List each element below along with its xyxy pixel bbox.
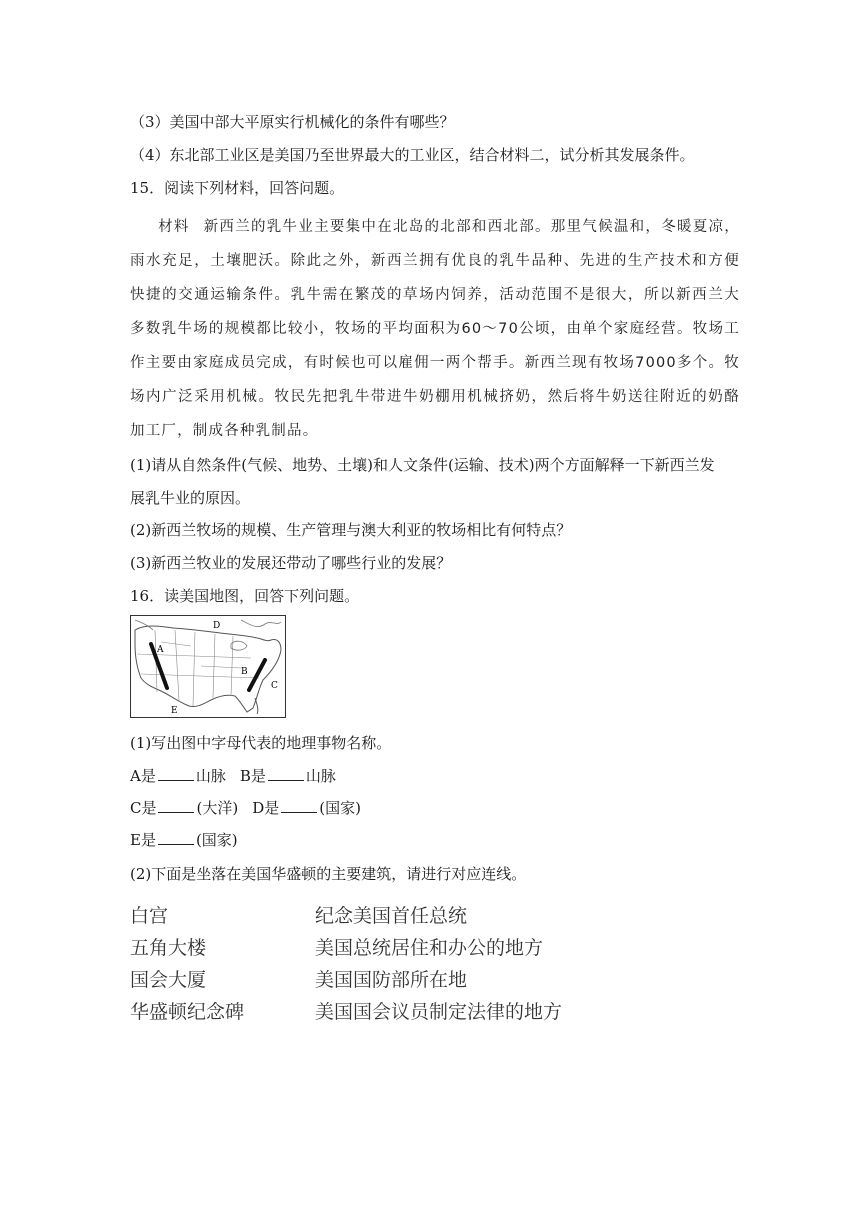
- map-label-b: B: [241, 667, 248, 677]
- q16-sub2-question: (2)下面是坐落在美国华盛顿的主要建筑，请进行对应连线。: [130, 865, 527, 883]
- building-description: 美国总统居住和办公的地方: [315, 937, 544, 959]
- usa-map-figure: [130, 615, 286, 718]
- building-matching-table: [130, 900, 600, 1028]
- fill-e-suffix: (国家): [195, 831, 238, 849]
- q15-heading: 15．阅读下列材料，回答问题。: [130, 179, 345, 197]
- material-text: 新西兰的乳牛业主要集中在北岛的北部和西北部。那里气候温和，冬暖夏凉，雨水充足，土壤肥沃。除此之外，新西兰拥有优良的乳牛品种、先进的生产技术和方便快捷的交通运输条件。乳牛需在繁茂的草场内饲养，活动范围不是很大，所以新西兰大多数乳牛场的规模都比较小，牧场的平均面积为60～70公顷，由单个家庭经营。牧场工作主要由家庭成员完成，有时候也可以雇佣一两个帮手。新西兰现有牧场7000多个。牧场内广泛采用机械。牧民先把乳牛带进牛奶棚用机械挤奶，然后将牛奶送往附近的奶酪加工厂，制成各种乳制品。: [130, 219, 741, 439]
- fill-a-blank[interactable]: [158, 766, 194, 781]
- q15-sub1-line1: (1)请从自然条件(气候、地势、土壤)和人文条件(运输、技术)两个方面解释一下新西兰发: [130, 456, 715, 474]
- fill-a-prefix: A是: [130, 767, 156, 785]
- fill-d-blank[interactable]: [281, 798, 317, 813]
- building-description: 美国国会议员制定法律的地方: [315, 1001, 563, 1023]
- great-lakes-shape: [231, 641, 247, 650]
- florida-peninsula: [255, 698, 258, 714]
- q15-sub2-question: (2)新西兰牧场的规模、生产管理与澳大利亚的牧场相比有何特点？: [130, 521, 572, 539]
- fill-c-suffix: (大洋): [196, 799, 239, 817]
- matching-row: [130, 964, 600, 996]
- building-name: 国会大厦: [130, 969, 207, 991]
- fill-a-suffix: 山脉: [195, 767, 226, 785]
- matching-row: [130, 900, 600, 932]
- q16-sub1-question: (1)写出图中字母代表的地理事物名称。: [130, 734, 392, 752]
- q16-heading: 16．读美国地图，回答下列问题。: [130, 587, 360, 605]
- map-label-d: D: [213, 621, 221, 631]
- fill-row-e: [130, 830, 238, 850]
- q15-sub1-line2: 展乳牛业的原因。: [130, 489, 251, 507]
- building-name: 五角大楼: [130, 937, 207, 959]
- q15-material-passage: [130, 210, 740, 448]
- fill-e-blank[interactable]: [158, 830, 194, 845]
- matching-row: [130, 932, 600, 964]
- building-name: 白宫: [130, 905, 169, 927]
- material-tag: 材料: [158, 219, 190, 235]
- q14-sub4-question: （4）东北部工业区是美国乃至世界最大的工业区，结合材料二，试分析其发展条件。: [130, 146, 695, 164]
- fill-d-prefix: D是: [252, 799, 280, 817]
- map-label-e: E: [171, 706, 178, 716]
- fill-row-ab: [130, 766, 336, 786]
- fill-c-blank[interactable]: [158, 798, 194, 813]
- building-description: 纪念美国首任总统: [315, 905, 468, 927]
- fill-b-prefix: B是: [239, 767, 266, 785]
- fill-b-blank[interactable]: [268, 766, 304, 781]
- fill-c-prefix: C是: [130, 799, 157, 817]
- q15-sub3-question: (3)新西兰牧业的发展还带动了哪些行业的发展？: [130, 554, 452, 572]
- great-lakes-lines: [241, 620, 281, 627]
- fill-row-cd: [130, 798, 361, 818]
- fill-e-prefix: E是: [130, 831, 156, 849]
- q14-sub3-question: （3）美国中部大平原实行机械化的条件有哪些？: [130, 113, 455, 131]
- building-description: 美国国防部所在地: [315, 969, 468, 991]
- map-label-c: C: [271, 681, 278, 691]
- usa-map-svg: [131, 616, 284, 716]
- fill-d-suffix: (国家): [319, 799, 361, 817]
- map-label-a: A: [157, 645, 164, 655]
- matching-row: [130, 996, 600, 1028]
- fill-b-suffix: 山脉: [305, 767, 336, 785]
- appalachian-mountains-mark: [249, 660, 265, 690]
- building-name: 华盛顿纪念碑: [130, 1001, 245, 1023]
